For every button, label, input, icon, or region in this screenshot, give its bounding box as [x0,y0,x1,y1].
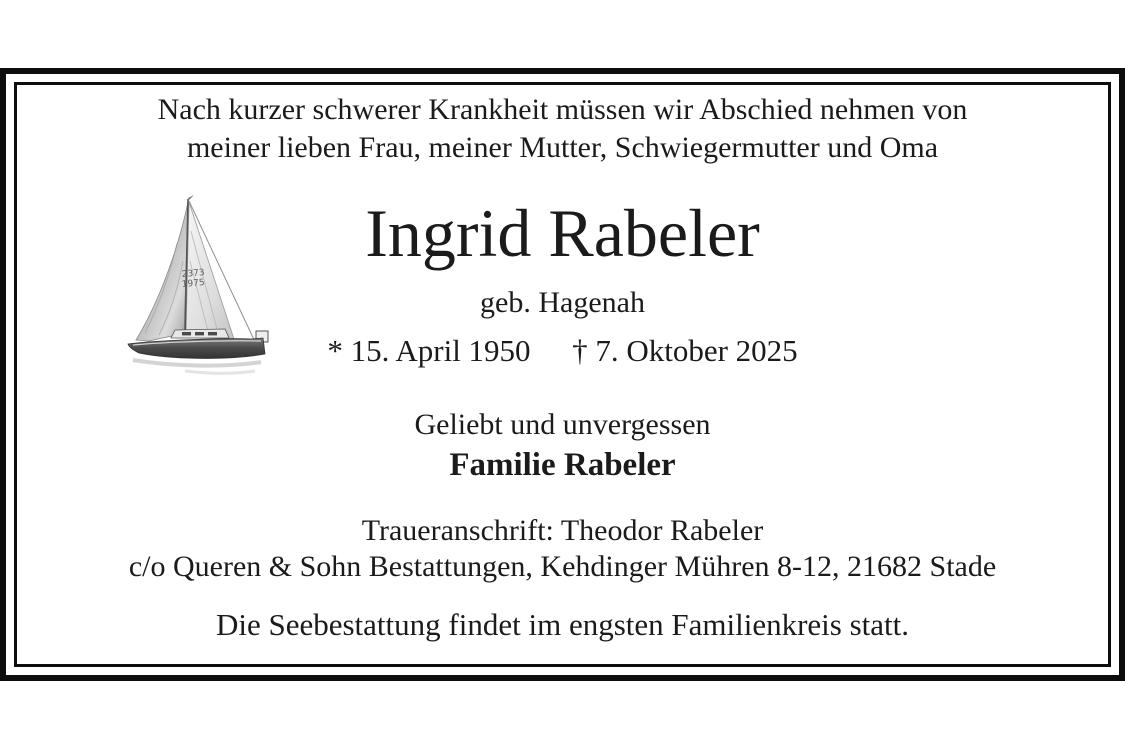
birth-date: 15. April 1950 [350,333,531,368]
closing-line: Die Seebestattung findet im engsten Familienkreis statt. [215,607,910,642]
sail-number-2: 1975 [181,278,206,290]
intro-block [17,91,1108,167]
deceased-name: Ingrid Rabeler [365,195,760,271]
mourning-address-line-2: c/o Queren & Sohn Bestattungen, Kehdinger Mühren 8-12, 21682 Stade [128,550,997,583]
obituary-card [0,68,1125,681]
sail-number-1: 2373 [181,268,206,280]
maiden-name: geb. Hagenah [480,286,645,319]
water-shadow-2 [185,371,255,373]
intro-line-2: meiner lieben Frau, meiner Mutter, Schwiegermutter und Oma [186,131,939,164]
farewell-line: Geliebt und unvergessen [414,408,711,441]
birth-symbol: * [327,333,343,368]
life-dates [17,333,1108,369]
death-date: 7. Oktober 2025 [595,333,798,368]
obituary-inner-frame [14,82,1111,667]
death-symbol: † [572,333,588,368]
family-line: Familie Rabeler [449,447,676,483]
intro-line-1: Nach kurzer schwerer Krankheit müssen wir Abschied nehmen von [157,93,968,126]
mourning-address-line-1: Traueranschrift: Theodor Rabeler [361,514,764,547]
